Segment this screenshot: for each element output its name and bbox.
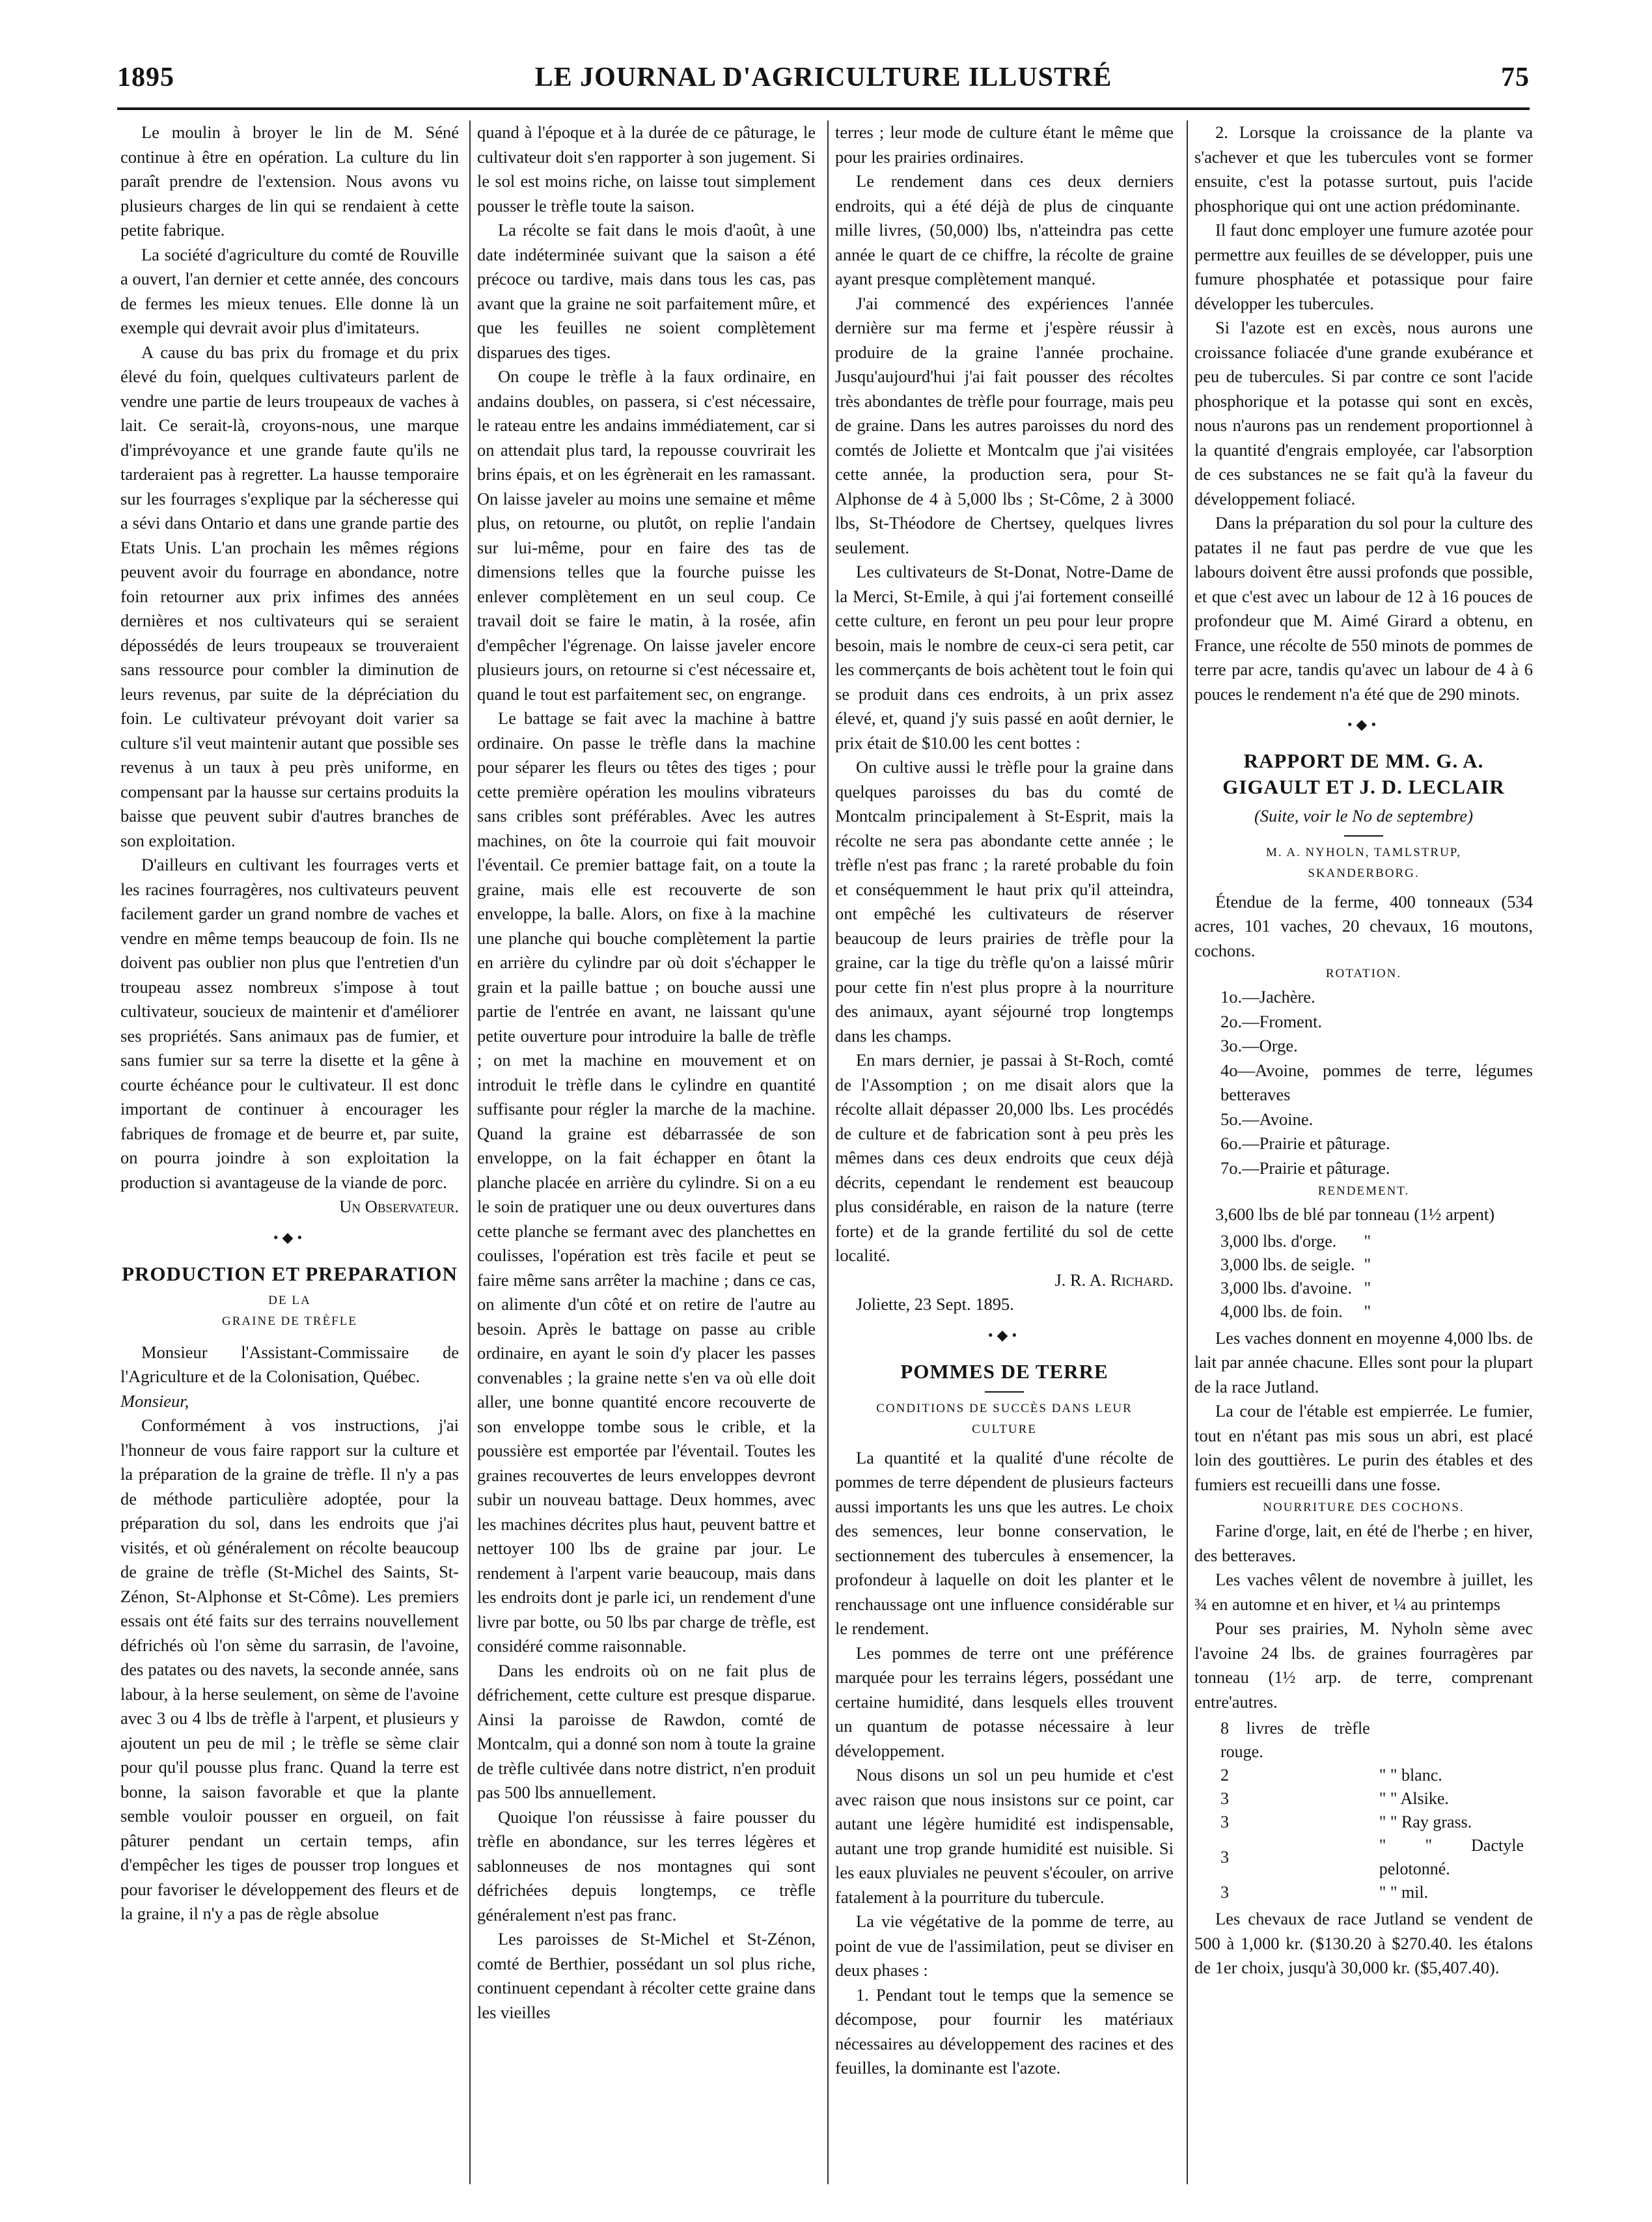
paragraph: Le rendement dans ces deux derniers endroits, qui a été déjà de plus de cinquante mille livres, (50,000) lbs, n'atteindra pas cette année le quart de ce chiffre, la récolte de graine ayant presque complètement manqué. (835, 171, 1174, 288)
article-subhead: DE LA (268, 1293, 311, 1307)
table-row (1220, 1300, 1380, 1324)
table-cell: " " Dactyle pelotonné. (1379, 1836, 1524, 1878)
table-cell: 8 livres de trèfle rouge. (1220, 1719, 1370, 1761)
article-subhead: GRAINE DE TRÈFLE (222, 1314, 357, 1328)
paragraph: 1. Pendant tout le temps que la semence se décompose, pour fournir les matériaux nécessaires au développement des racines et des feuilles, la dominante est l'azote. (835, 1984, 1174, 2077)
section-ornament: •◆• (987, 1326, 1021, 1343)
table-cell (1379, 1717, 1533, 1764)
article-headline: PRODUCTION ET PREPARATION (122, 1262, 458, 1285)
paragraph: Les cultivateurs de St-Donat, Notre-Dame de la Merci, St-Emile, à qui j'ai fortement conseillé cette culture, en feront un peu pour leur propre besoin, mais le nombre de ceux-ci sera petit, car les commerçants de bois achètent tout le foin qui se produit dans ces endroits, à un prix assez élevé, et, quand j'y suis passé en août dernier, le prix était de $10.00 les cent bottes : (835, 562, 1174, 753)
journal-title: LE JOURNAL D'AGRICULTURE ILLUSTRÉ (534, 62, 1112, 92)
table-cell: " " blanc. (1379, 1766, 1442, 1785)
short-rule (1344, 835, 1383, 837)
table-cell: 3,000 lbs. d'avoine. (1220, 1278, 1352, 1298)
article-subhead: M. A. NYHOLN, TAMLSTRUP, (1265, 845, 1462, 859)
list-item: 5o.—Avoine. (1220, 1109, 1314, 1129)
table-row (1220, 1834, 1533, 1881)
article-headline: POMMES DE TERRE (900, 1359, 1108, 1383)
page-number: 75 (1501, 62, 1530, 92)
continuation-note: (Suite, voir le No de septembre) (1254, 806, 1474, 826)
table-row (1220, 1717, 1533, 1764)
section-ornament: •◆• (273, 1229, 307, 1245)
column-divider (469, 120, 471, 2184)
paragraph: Quoique l'on réussisse à faire pousser du trèfle en abondance, sur les terres légères et sablonneuses de nos montagnes qui sont défrichées depuis longtemps, ce trèfle généralement n'est pas franc. (477, 1807, 816, 1924)
address-line: Monsieur l'Assistant-Commissaire de l'Agriculture et de la Colonisation, Québec. (120, 1342, 459, 1386)
table-cell: 2 (1220, 1766, 1229, 1785)
table-cell: 3 (1220, 1789, 1229, 1808)
rotation-list (1194, 985, 1533, 1180)
paragraph: La cour de l'étable est empierrée. Le fumier, tout en n'étant pas mis sous un abri, est placé loin des gouttières. Le purin des étables et des fumiers est recueilli dans une fosse. (1194, 1401, 1533, 1494)
paragraph: Pour ses prairies, M. Nyholn sème avec l'avoine 24 lbs. de graines fourragères par tonneau (1½ arp. de terre, comprenant entre'autres. (1194, 1618, 1533, 1712)
table-cell: 3,000 lbs. de seigle. (1220, 1255, 1355, 1274)
paragraph: Les paroisses de St-Michel et St-Zénon, comté de Berthier, possédant un sol plus riche, continuent cependant à récolter cette graine dans les vieilles (477, 1929, 816, 2022)
paragraph: Les vaches donnent en moyenne 4,000 lbs. de lait par année chacune. Elles sont pour la plupart de la race Jutland. (1194, 1327, 1533, 1396)
column-1 (120, 120, 459, 2201)
article-subhead: CONDITIONS DE SUCCÈS DANS LEUR (876, 1401, 1133, 1415)
paragraph: Dans les endroits où on ne fait plus de défrichement, cette culture est presque disparue. Ainsi la paroisse de Rawdon, comté de Montcalm, qui a donné son nom à toute la graine de trèfle cultivée dans notre district, n'en produit pas 500 lbs annuellement. (477, 1660, 816, 1802)
paragraph: Les chevaux de race Jutland se vendent de 500 à 1,000 kr. ($130.20 à $270.40. les étalons de 1er choix, jusqu'à 30,000 kr. ($5,407.40). (1194, 1909, 1533, 1977)
paragraph: A cause du bas prix du fromage et du prix élevé du foin, quelques cultivateurs parlent de vendre une partie de leurs troupeaux de vaches à lait. Ce serait-là, croyons-nous, une marque d'imprévoyance et une grande faute qu'ils ne tarderaient pas à regretter. La hausse temporaire sur les fourrages s'explique par la sécheresse qui a sévi dans Ontario et dans une grande partie des Etats Unis. L'an prochain les mêmes régions peuvent avoir du fourrage en abondance, notre foin retourner aux prix infimes des années dernières et nos cultivateurs qui se seraient dépossédés de leurs troupeaux se trouveraient sans ressource pour combler la diminution de leurs revenus, par suite de la dépréciation du foin. Le cultivateur prévoyant doit varier sa culture s'il veut maintenir autant que possible ses revenus à un taux à peu près uniforme, en compensant par la hausse sur certains produits la baisse que peuvent subir d'autres branches de son exploitation. (120, 342, 459, 850)
paragraph: Il faut donc employer une fumure azotée pour permettre aux feuilles de se développer, puis une fumure phosphatée et potassique pour faire développer les tubercules. (1194, 220, 1533, 313)
paragraph: La quantité et la qualité d'une récolte de pommes de terre dépendent de plusieurs facteurs aussi importants les uns que les autres. Le choix des semences, leur bonne conservation, le sectionnement des tubercules à ensemencer, la profondeur à laquelle on doit les planter et le renchaussage ont une influence considérable sur le rendement. (835, 1447, 1174, 1638)
list-item: 6o.—Prairie et pâturage. (1220, 1133, 1390, 1153)
nourriture-title: NOURRITURE DES COCHONS. (1263, 1501, 1465, 1514)
column-4 (1194, 120, 1533, 2201)
table-cell: 4,000 lbs. de foin. (1220, 1301, 1343, 1321)
paragraph: Conformément à vos instructions, j'ai l'honneur de vous faire rapport sur la culture et la préparation de la graine de trèfle. Il n'y a pas de méthode particulière adoptée, pour la préparation du sol, dans les endroits que j'ai visités, et où généralement on récolte beaucoup de graine de trèfle (St-Michel des Saints, St-Zénon, St-Alphonse et St-Côme). Les premiers essais ont été faits sur des terrains nouvellement défrichés où l'on sème du sarrasin, de l'avoine, des patates ou des navets, la seconde année, sans labour, à la herse seulement, on sème de l'avoine avec 3 ou 4 lbs de trèfle à l'arpent, et plusieurs y ajoutent un peu de mil ; le trèfle se sème clair pour qu'il pousse plus franc. Quand la terre est bonne, la saison favorable et que la plante semble vouloir pousser en orgueil, on fait pâturer pendant un certain temps, afin d'empêcher les tiges de pousser trop longues et pour favoriser le développement des fleurs et de la graine, il n'y a pas de règle absolue (120, 1415, 459, 1923)
paragraph: On cultive aussi le trèfle pour la graine dans quelques paroisses du bas du comté de Montcalm principalement à St-Esprit, mais la récolte ne sera pas abondante cette année ; le trèfle n'est pas franc ; la rareté probable du foin et conséquemment le haut prix qu'il atteindra, ont empêché les cultivateurs de réserver beaucoup de leurs prairies de trèfle pour la graine, car la tige du trèfle qu'on a laissé mûrir pour cette fin n'est plus propre à la nourriture des animaux, ayant séjourné trop longtemps dans les champs. (835, 757, 1174, 1046)
rendement-table (1220, 1230, 1380, 1324)
paragraph: Si l'azote est en excès, nous aurons une croissance foliacée d'une grande exubérance et peu de tubercules. Si par contre ce sont l'acide phosphorique et la potasse qui sont en excès, nous n'aurons pas un rendement proportionnel à la quantité d'engrais employée, car l'absorption de ces substances ne se fait qu'à la faveur du développement foliacé. (1194, 318, 1533, 508)
signature: J. R. A. Richard. (1054, 1270, 1174, 1290)
section-ornament: •◆• (1347, 716, 1381, 732)
paragraph: En mars dernier, je passai à St-Roch, comté de l'Assomption ; on me disait alors que la récolte allait dépasser 20,000 lbs. Les procédés de culture et de fabrication sont à peu près les mêmes dans ces deux endroits que ceux déjà décrits, cependant le rendement est beaucoup plus considérable, en raison de la nature (terre forte) et de la grande fertilité du sol de cette localité. (835, 1050, 1174, 1265)
issue-year: 1895 (117, 62, 174, 92)
salutation: Monsieur, (120, 1391, 189, 1411)
article-headline: RAPPORT DE MM. G. A. GIGAULT ET J. D. LECLAIR (1222, 749, 1505, 798)
page-header (117, 62, 1530, 101)
table-cell: " (1364, 1255, 1371, 1274)
table-row (1220, 1881, 1533, 1904)
column-2 (477, 120, 816, 2201)
table-cell: 3 (1220, 1848, 1229, 1867)
table-cell: " " mil. (1379, 1883, 1429, 1902)
column-3 (835, 120, 1174, 2201)
paragraph: La société d'agriculture du comté de Rouville a ouvert, l'an dernier et cette année, des concours de fermes les mieux tenues. Elle donne là un exemple qui devrait avoir plus d'imitateurs. (120, 244, 459, 337)
column-divider (1187, 120, 1188, 2184)
table-row (1220, 1277, 1380, 1300)
paragraph: Les vaches vêlent de novembre à juillet, les ¾ en automne et en hiver, et ¼ au printemps (1194, 1570, 1533, 1614)
table-row (1220, 1230, 1380, 1253)
table-row (1220, 1253, 1380, 1277)
table-cell: " " Alsike. (1379, 1789, 1449, 1808)
table-row (1220, 1764, 1533, 1787)
column-divider (827, 120, 829, 2184)
table-cell: " (1364, 1231, 1371, 1251)
list-item: 2o.—Froment. (1220, 1011, 1323, 1031)
dateline: Joliette, 23 Sept. 1895. (856, 1294, 1014, 1314)
paragraph: Les pommes de terre ont une préférence marquée pour les terrains légers, possédant une certaine humidité, dans lesquels elles trouvent un quantum de potasse nécessaire à leur développement. (835, 1643, 1174, 1760)
table-row (1220, 1811, 1533, 1834)
table-cell: 3 (1220, 1883, 1229, 1902)
paragraph: On coupe le trèfle à la faux ordinaire, en andains doubles, on passera, si c'est nécessaire, le rateau entre les andains immédiatement, car si on attendait plus tard, la repousse couvrirait les brins épais, et on les égrènerait en les ramassant. On laisse javeler au moins une semaine et même plus, on retourne, ou plutôt, on replie l'andain sur lui-même, pour en faire des tas de dimensions telles que la fourche puisse les enlever complètement en un seul coup. Ce travail doit se faire le matin, à la rosée, afin d'empêcher l'égrenage. On laisse javeler encore plusieurs jours, on retourne si c'est nécessaire et, quand le tout est parfaitement sec, on engrange. (477, 367, 816, 704)
article-subhead: CULTURE (972, 1422, 1037, 1436)
paragraph: D'ailleurs en cultivant les fourrages verts et les racines fourragères, nos cultivateurs peuvent facilement garder un grand nombre de vaches et vendre en même temps beaucoup de foin. Ils ne doivent pas oublier non plus que l'entretien d'un troupeau assez nombreux s'impose à tout cultivateur, soucieux de maintenir et d'améliorer ses propriétés. Sans animaux pas de fumier, et sans fumier sur sa terre la disette et la gêne à courte échéance pour le cultivateur. Il est donc important de continuer à encourager les fabriques de fromage et de beurre et, par suite, on pourra joindre à son exploitation la production si avantageuse de la viande de porc. (120, 855, 459, 1192)
paragraph: Farine d'orge, lait, en été de l'herbe ; en hiver, des betteraves. (1194, 1521, 1533, 1565)
list-item: 7o.—Prairie et pâturage. (1220, 1158, 1390, 1178)
paragraph: Nous disons un sol un peu humide et c'est avec raison que nous insistons sur ce point, car autant une légère humidité est indispensable, autant une trop grande humidité est nuisible. Si les eaux pluviales ne peuvent s'écouler, on arrive fatalement à la pourriture du tubercule. (835, 1765, 1174, 1907)
table-row (1220, 1787, 1533, 1811)
paragraph: Le battage se fait avec la machine à battre ordinaire. On passe le trèfle dans la machine pour séparer les fleurs ou têtes des tiges ; pour cette première opération les moulins vibrateurs sans cribles sont préférables. Avec les autres machines, on ôte la courroie qui fait mouvoir l'éventail. Ce premier battage fait, on a toute la graine, mais elle est recouverte de son enveloppe, la balle. Alors, on fixe à la machine une planche qui bouche complètement la partie en arrière du cylindre par où doit s'échapper le grain et la paille battue ; on bouche aussi une partie de l'entrée en avant, ne laissant qu'une petite ouverture pour introduire la balle de trèfle ; on met la machine en mouvement et on introduit le trèfle dans le cylindre en quantité suffisante pour régler la marche de la machine. Quand la graine est débarrassée de son enveloppe, on la fait échapper en ôtant la planche placée en arrière du cylindre. Si on a eu le soin de pratiquer une ou deux ouvertures dans cette planche se fermant avec des planchettes en coulisses, l'opération est très facile et peut se faire même sans arrêter la machine ; dans ce cas, on alimente d'un côté et on retire de l'autre au besoin. Après le battage on passe au crible ordinaire, en ayant le soin d'y placer les passes convenables ; la graine nette s'en va où elle doit aller, une bonne quantité encore recouverte de son enveloppe tombe sous le crible, et la poussière est emportée par l'éventail. Toutes les graines recouvertes de leurs enveloppes devront subir un nouveau battage. Deux hommes, avec les machines décrites plus haut, peuvent battre et nettoyer 100 lbs de graine par jour. Le rendement à l'arpent varie beaucoup, mais dans les endroits dont je parle ici, un rendement d'une livre par botte, ou 50 lbs par charge de trèfle, est considéré comme raisonnable. (477, 708, 816, 1656)
table-cell: " (1364, 1278, 1371, 1298)
paragraph: 3,600 lbs de blé par tonneau (1½ arpent) (1215, 1204, 1495, 1224)
list-item: 3o.—Orge. (1220, 1036, 1298, 1055)
paragraph: Étendue de la ferme, 400 tonneaux (534 acres, 101 vaches, 20 chevaux, 16 moutons, cochons. (1194, 891, 1533, 960)
paragraph: Le moulin à broyer le lin de M. Séné continue à être en opération. La culture du lin paraît prendre de l'extension. Nous avons vu plusieurs charges de lin qui se rendaient à cette petite fabrique. (120, 122, 459, 240)
table-cell: 3 (1220, 1812, 1229, 1831)
table-cell: 3,000 lbs. d'orge. (1220, 1231, 1337, 1251)
paragraph: quand à l'époque et à la durée de ce pâturage, le cultivateur doit s'en rapporter à son jugement. Si le sol est moins riche, on laisse tout simplement pousser le trèfle toute la saison. (477, 122, 816, 215)
table-cell: " " Ray grass. (1379, 1812, 1472, 1831)
paragraph: J'ai commencé des expériences l'année dernière sur ma ferme et j'espère réussir à produire de la graine l'année prochaine. Jusqu'aujourd'hui j'ai fait pousser des récoltes très abondantes de trèfle pour fourrage, mais peu de graine. Dans les autres paroisses du nord des comtés de Joliette et Montcalm que j'ai visitées cette année, la production sera, pour St-Alphonse de 4 à 5,000 lbs ; St-Côme, 2 à 3000 lbs, St-Théodore de Chertsey, quelques livres seulement. (835, 293, 1174, 557)
list-item: 4o—Avoine, pommes de terre, légumes betteraves (1220, 1060, 1533, 1104)
rendement-title: RENDEMENT. (1317, 1184, 1410, 1198)
paragraph: La vie végétative de la pomme de terre, au point de vue de l'assimilation, peut se diviser en deux phases : (835, 1911, 1174, 1980)
rotation-title: ROTATION. (1325, 967, 1402, 980)
signature: Un Observateur. (339, 1197, 459, 1216)
header-rule (117, 107, 1530, 110)
list-item: 1o.—Jachère. (1220, 987, 1315, 1007)
table-cell: " (1364, 1301, 1371, 1321)
paragraph: La récolte se fait dans le mois d'août, à une date indéterminée suivant que la saison a été précoce ou tardive, mais dans tous les cas, pas avant que la graine ne soit parfaitement mûre, et que les feuilles ne soient complètement disparues des tiges. (477, 220, 816, 362)
paragraph: 2. Lorsque la croissance de la plante va s'achever et que les tubercules vont se former ensuite, c'est la potasse surtout, puis l'acide phosphorique qui ont une action prédominante. (1194, 122, 1533, 215)
paragraph: terres ; leur mode de culture étant le même que pour les prairies ordinaires. (835, 122, 1174, 167)
short-rule (985, 1391, 1024, 1393)
article-subhead: SKANDERBORG. (1308, 866, 1420, 880)
seeds-table (1220, 1717, 1533, 1904)
paragraph: Dans la préparation du sol pour la culture des patates il ne faut pas perdre de vue que les labours doivent être aussi profonds que possible, et que c'est avec un labour de 12 à 16 pouces de profondeur que M. Aimé Girard a obtenu, en France, une récolte de 550 minots de pommes de terre par acre, tandis qu'avec un labour de 4 à 6 pouces le rendement n'a été que de 290 minots. (1194, 513, 1533, 704)
